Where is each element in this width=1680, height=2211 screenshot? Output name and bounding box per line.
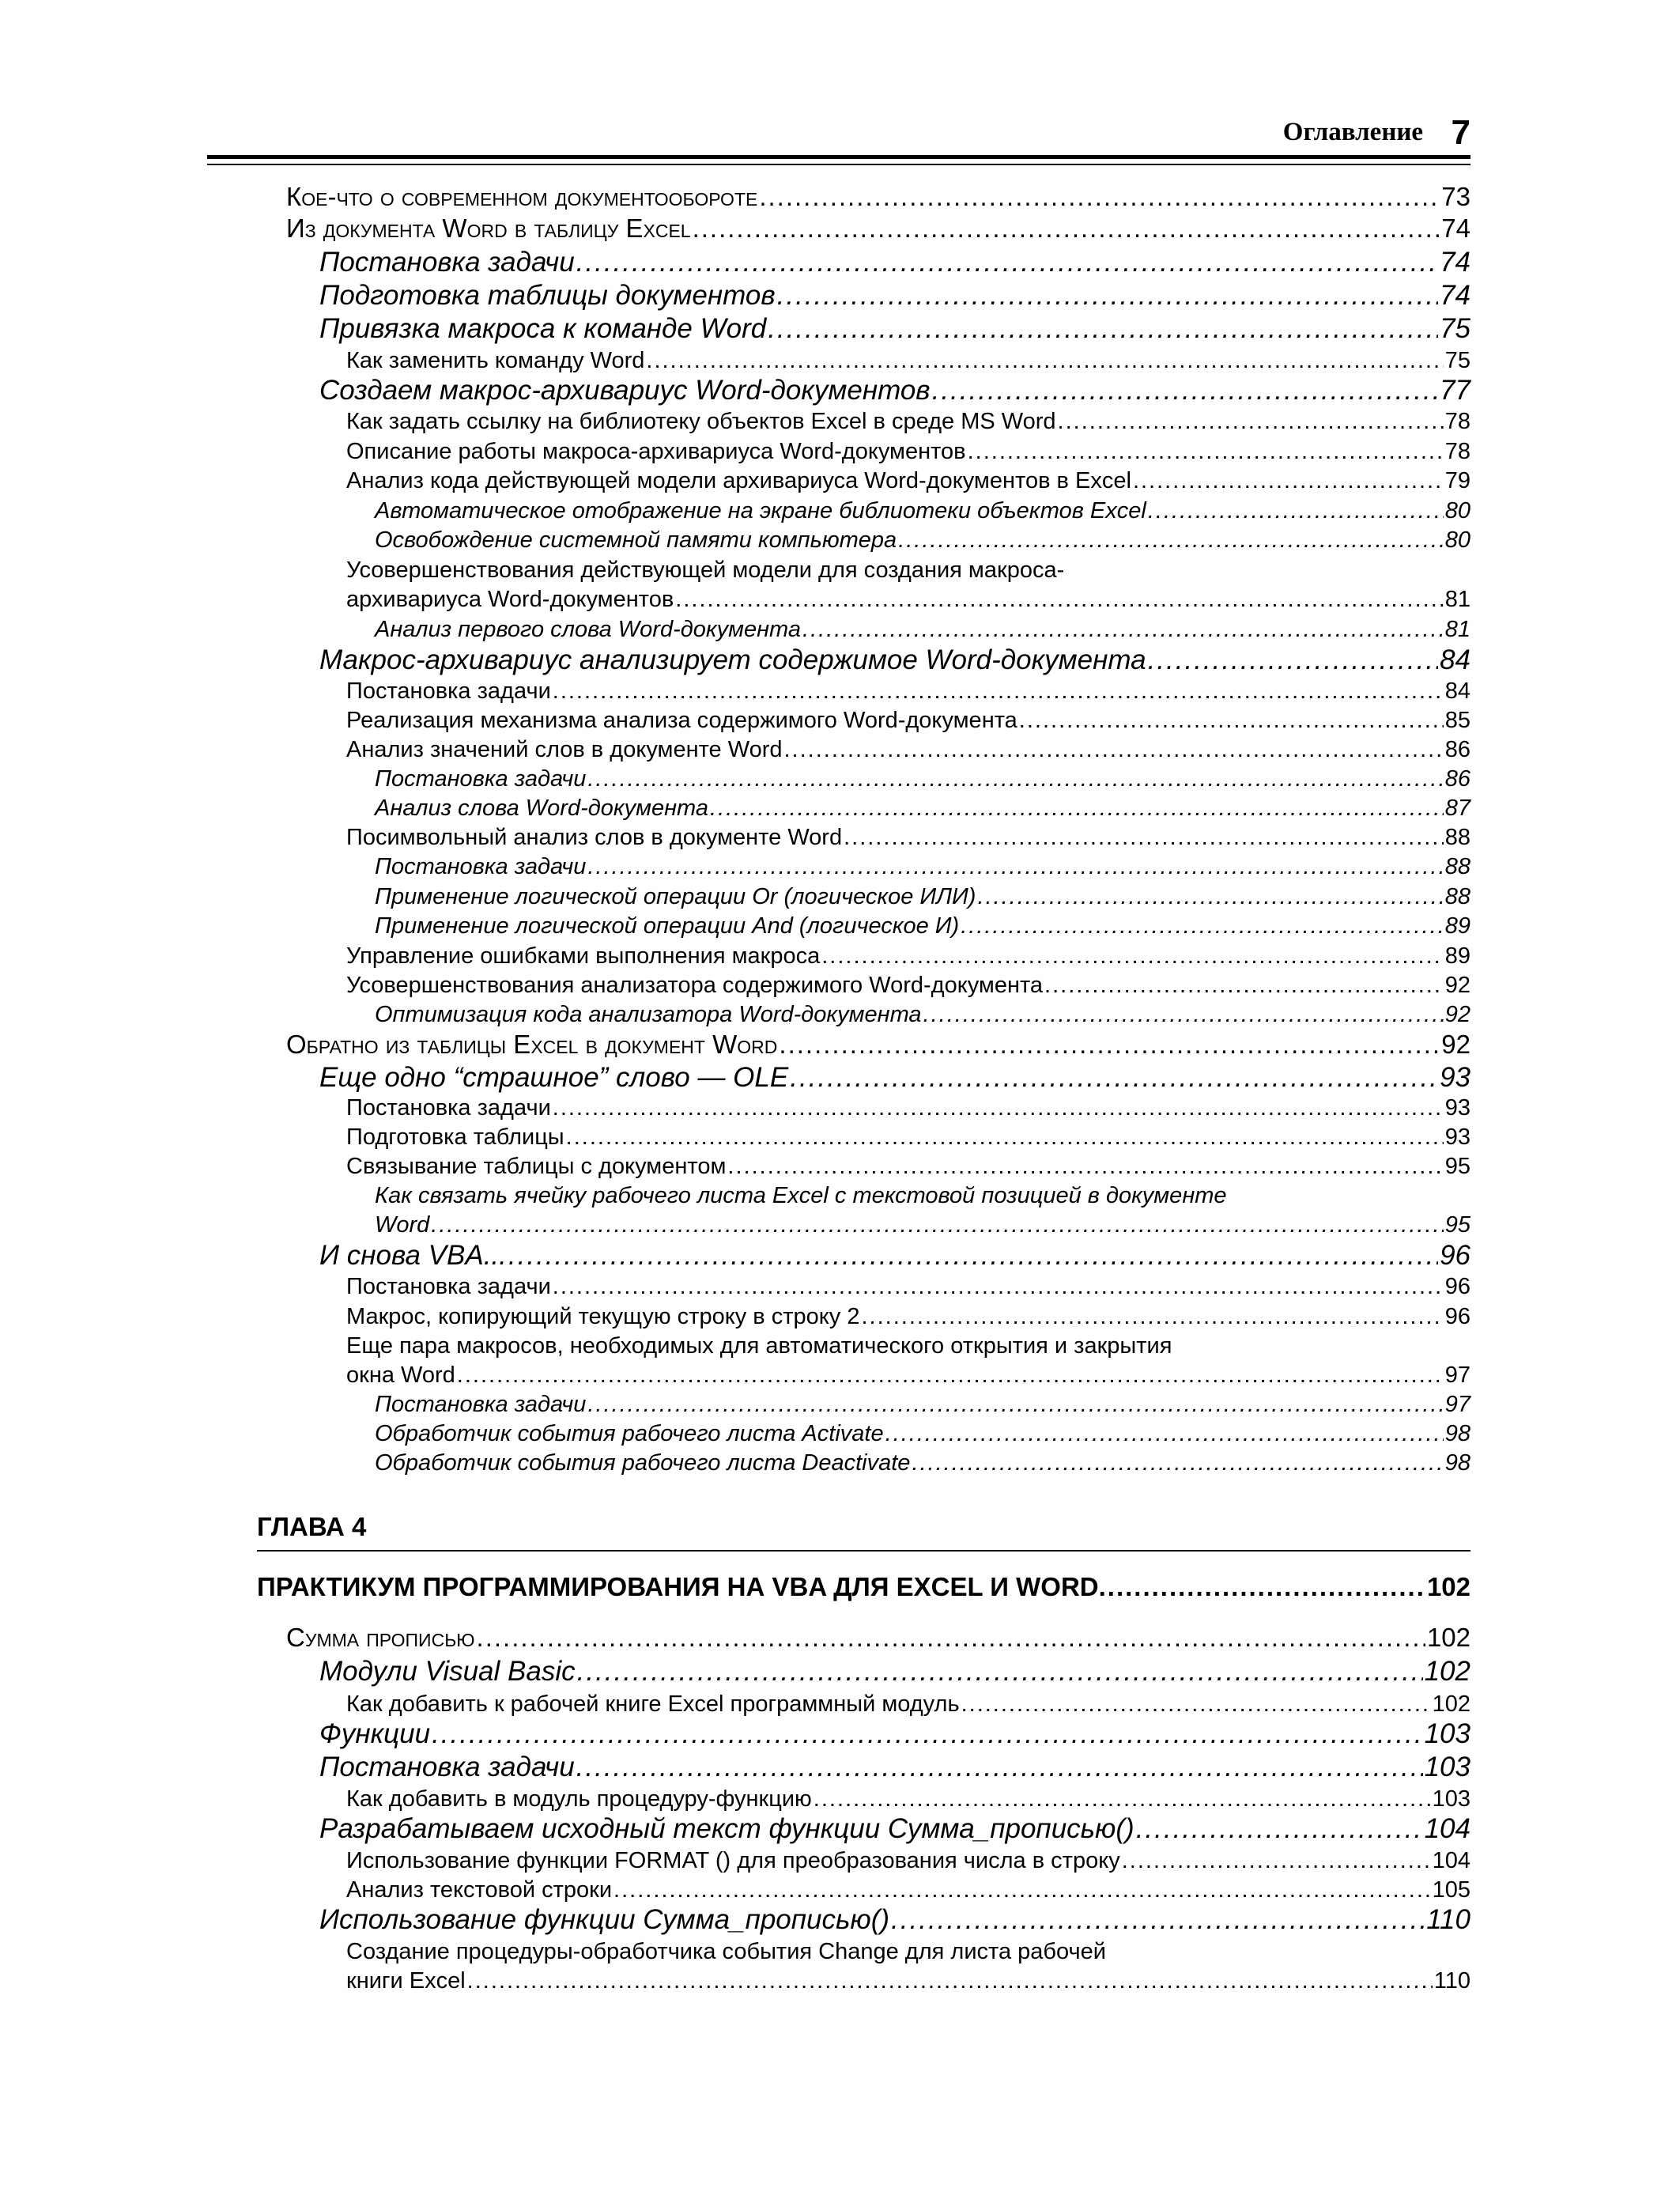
toc-entry[interactable]: архивариуса Word-документов ..... 81 bbox=[346, 587, 1470, 613]
toc-entry[interactable]: Постановка задачи ..... 86 bbox=[375, 766, 1470, 792]
toc-entry[interactable]: Применение логической операции And (логическое И) ..... 89 bbox=[375, 913, 1470, 939]
toc-entry[interactable]: Постановка задачи ..... 74 bbox=[319, 247, 1470, 278]
toc-entry[interactable]: Подготовка таблицы документов ..... 74 bbox=[319, 280, 1470, 312]
toc-entry[interactable]: Описание работы макроса-архивариуса Word-документов ..... 78 bbox=[346, 439, 1470, 465]
toc-entry[interactable]: Использование функции Сумма_прописью() ..... 110 bbox=[319, 1904, 1470, 1936]
chapter-rule bbox=[257, 1550, 1470, 1551]
toc-entry[interactable]: книги Excel ..... 110 bbox=[346, 1968, 1470, 1994]
chapter-title: ПРАКТИКУМ ПРОГРАММИРОВАНИЯ НА VBA ДЛЯ EXCEL И WORD bbox=[257, 1572, 1099, 1601]
toc-entry[interactable]: Макрос, копирующий текущую строку в строку 2 ..... 96 bbox=[346, 1304, 1470, 1330]
toc-entry-line1: Создание процедуры-обработчика события Change для листа рабочей bbox=[346, 1939, 1106, 1964]
toc-entry[interactable]: Анализ кода действующей модели архивариуса Word-документов в Excel ..... 79 bbox=[346, 468, 1470, 494]
toc-entry[interactable]: Постановка задачи ..... 84 bbox=[346, 678, 1470, 705]
toc-entry[interactable]: Освобождение системной памяти компьютера ..... 80 bbox=[375, 527, 1470, 554]
toc-entry[interactable]: Привязка макроса к команде Word ..... 75 bbox=[319, 313, 1470, 345]
toc-entry[interactable]: Кое-что о современном документообороте ..... 73 bbox=[286, 182, 1470, 212]
toc-entry-line1: Усовершенствования действующей модели для создания макроса- bbox=[346, 557, 1065, 583]
toc-entry[interactable]: Из документа Word в таблицу Excel ..... 74 bbox=[286, 214, 1470, 244]
toc-entry[interactable]: Word ..... 95 bbox=[375, 1212, 1470, 1238]
toc-entry[interactable]: Анализ слова Word-документа ..... 87 bbox=[375, 796, 1470, 822]
toc-entry[interactable]: Оптимизация кода анализатора Word-документа ..... 92 bbox=[375, 1002, 1470, 1028]
toc-entry[interactable]: Посимвольный анализ слов в документе Word ..... 88 bbox=[346, 825, 1470, 851]
toc-entry[interactable]: Подготовка таблицы ..... 93 bbox=[346, 1124, 1470, 1151]
toc-entry[interactable]: Постановка задачи ..... 88 bbox=[375, 854, 1470, 880]
leader-dots bbox=[1099, 1576, 1427, 1602]
chapter-label: ГЛАВА 4 bbox=[257, 1512, 367, 1541]
toc-entry[interactable]: Еще одно “страшное” слово — OLE ..... 93 bbox=[319, 1062, 1470, 1094]
toc-entry[interactable]: Создаем макрос-архивариус Word-документов ..... 77 bbox=[319, 375, 1470, 406]
toc-entry[interactable]: Постановка задачи ..... 103 bbox=[319, 1752, 1470, 1783]
toc-entry[interactable]: Сумма прописью ..... 102 bbox=[286, 1623, 1470, 1653]
toc-entry[interactable]: Управление ошибками выполнения макроса ..... 89 bbox=[346, 943, 1470, 969]
toc-entry[interactable]: Применение логической операции Or (логическое ИЛИ) ..... 88 bbox=[375, 884, 1470, 910]
toc-entry-line1: Как связать ячейку рабочего листа Excel с текстовой позицией в документе bbox=[375, 1183, 1227, 1208]
toc-entry[interactable]: Обратно из таблицы Excel в документ Word ..... 92 bbox=[286, 1030, 1470, 1060]
running-header bbox=[207, 101, 1470, 155]
toc-entry[interactable]: Анализ значений слов в документе Word ..... 86 bbox=[346, 737, 1470, 763]
toc-entry[interactable]: Функции ..... 103 bbox=[319, 1718, 1470, 1750]
toc-entry[interactable]: Макрос-архивариус анализирует содержимое Word-документа ..... 84 bbox=[319, 644, 1470, 676]
toc-entry[interactable]: Как добавить в модуль процедуру-функцию ..... 103 bbox=[346, 1786, 1470, 1812]
toc-entry[interactable]: Как заменить команду Word ..... 75 bbox=[346, 348, 1470, 374]
toc-entry[interactable]: Разрабатываем исходный текст функции Сумма_прописью() ..... 104 bbox=[319, 1813, 1470, 1845]
toc-entry-line1: Еще пара макросов, необходимых для автоматического открытия и закрытия bbox=[346, 1333, 1172, 1359]
toc-entry[interactable]: Анализ текстовой строки ..... 105 bbox=[346, 1877, 1470, 1903]
header-rule-thick bbox=[207, 155, 1470, 159]
chapter-title-entry[interactable] bbox=[257, 1572, 1470, 1602]
toc-entry[interactable]: Постановка задачи ..... 93 bbox=[346, 1095, 1470, 1121]
toc-entry[interactable]: Модули Visual Basic ..... 102 bbox=[319, 1656, 1470, 1688]
toc-entry[interactable]: Постановка задачи ..... 97 bbox=[375, 1392, 1470, 1418]
header-rule-thin bbox=[207, 164, 1470, 165]
page-number: 7 bbox=[1451, 113, 1470, 152]
toc-entry[interactable]: Постановка задачи ..... 96 bbox=[346, 1274, 1470, 1300]
chapter-page: 102 bbox=[1426, 1572, 1470, 1601]
toc-entry[interactable]: Связывание таблицы с документом ..... 95 bbox=[346, 1154, 1470, 1180]
toc-entry[interactable]: Реализация механизма анализа содержимого Word-документа ..... 85 bbox=[346, 708, 1470, 734]
toc-entry[interactable]: Обработчик события рабочего листа Activate ..... 98 bbox=[375, 1421, 1470, 1447]
toc-entry[interactable]: Обработчик события рабочего листа Deactivate ..... 98 bbox=[375, 1450, 1470, 1476]
toc-entry[interactable]: Как добавить к рабочей книге Excel программный модуль ..... 102 bbox=[346, 1691, 1470, 1718]
toc-entry[interactable]: Как задать ссылку на библиотеку объектов Excel в среде MS Word ..... 78 bbox=[346, 409, 1470, 435]
toc-entry[interactable]: Анализ первого слова Word-документа ..... 81 bbox=[375, 617, 1470, 643]
running-title: Оглавление bbox=[1282, 118, 1423, 146]
toc-entry[interactable]: Автоматическое отображение на экране библиотеки объектов Excel ..... 80 bbox=[375, 498, 1470, 524]
toc-entry[interactable]: окна Word ..... 97 bbox=[346, 1363, 1470, 1389]
toc-entry[interactable]: Усовершенствования анализатора содержимого Word-документа ..... 92 bbox=[346, 973, 1470, 999]
toc-entry[interactable]: Использование функции FORMAT () для преобразования числа в строку ..... 104 bbox=[346, 1848, 1470, 1874]
toc-entry[interactable]: И снова VBA... ..... 96 bbox=[319, 1240, 1470, 1272]
